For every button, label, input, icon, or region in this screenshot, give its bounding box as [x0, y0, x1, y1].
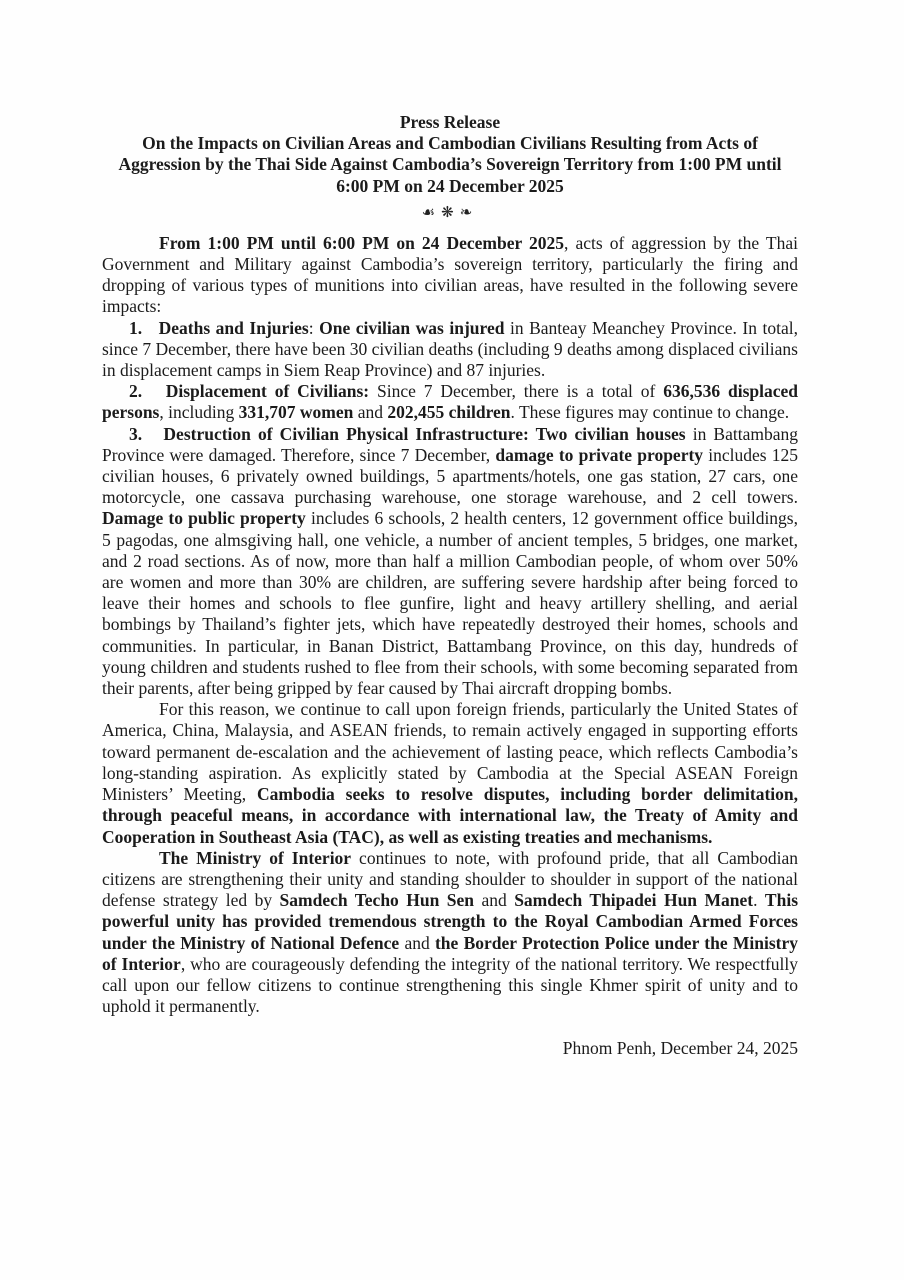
text-run: 202,455 children: [387, 402, 511, 423]
paragraph: [102, 848, 798, 1018]
text-run: 1. Deaths and Injuries: [129, 317, 309, 338]
paragraph: [102, 381, 798, 423]
text-run: The Ministry of Interior: [159, 847, 352, 868]
text-run: damage to private property: [495, 444, 704, 465]
text-run: Samdech Techo Hun Sen: [279, 890, 475, 911]
text-run: From 1:00 PM until 6:00 PM on 24 December 2025: [159, 232, 565, 253]
paragraph: [102, 318, 798, 382]
signature-line: Phnom Penh, December 24, 2025: [562, 1038, 798, 1059]
paragraph: [102, 699, 798, 847]
page-subtitle: On the Impacts on Civilian Areas and Cambodian Civilians Resulting from Acts of Aggression by the Thai Side Against Cambodia’s Sovereign Territory from 1:00 PM until 6:00 PM on 24 December 2025: [118, 133, 782, 196]
title-block: [102, 112, 798, 220]
text-run: Damage to public property: [102, 508, 306, 529]
text-run: One civilian was injured: [319, 317, 505, 338]
text-run: For this reason, we continue to call upon foreign friends, particularly the United States of America, China, Malaysia, and ASEAN friends, to remain actively engaged in supporting efforts toward permanent de-escalation and the achievement of lasting peace, which reflects Cambodia’s long-standing aspiration. As explicitly stated by Cambodia at the Special ASEAN Foreign Ministers’ Meeting,: [102, 699, 798, 805]
text-run: :: [308, 317, 320, 338]
text-run: This powerful unity has provided tremendous strength to the Royal Cambodian Armed Forces under the Ministry of National Defence: [102, 890, 798, 953]
text-run: , who are courageously defending the integrity of the national territory. We respectfully call upon our fellow citizens to continue strengthening this single Khmer spirit of unity and to uphold it permanently.: [102, 953, 798, 1017]
text-run: Samdech Thipadei Hun Manet: [514, 890, 754, 911]
text-run: 2. Displacement of Civilians:: [129, 381, 370, 402]
text-run: and: [474, 890, 515, 911]
text-run: 331,707 women: [238, 402, 354, 423]
text-run: and: [399, 932, 435, 953]
text-run: the Border Protection Police under the Ministry of Interior: [102, 932, 798, 974]
text-run: , including: [159, 402, 239, 423]
text-run: continues to note, with profound pride, that all Cambodian citizens are strengthening their unity and standing shoulder to shoulder in support of the national defense strategy led by: [102, 847, 798, 911]
text-run: and: [353, 402, 388, 423]
paragraph: [102, 233, 798, 318]
floral-ornament-icon: ☙❋❧: [421, 202, 479, 221]
text-run: Cambodia seeks to resolve disputes, including border delimitation, through peaceful means, in accordance with international law, the Treaty of Amity and Cooperation in Southeast Asia (TAC), as well as existing treaties and mechanisms.: [102, 784, 798, 847]
text-run: 3. Destruction of Civilian Physical Infrastructure: Two civilian houses: [129, 423, 686, 444]
text-run: includes 6 schools, 2 health centers, 12 government office buildings, 5 pagodas, one almsgiving hall, one vehicle, a number of ancient temples, 5 bridges, one market, and 2 road sections. As of now, more than half a million Cambodian people, of whom over 50% are women and more than 30% are children, are suffering severe hardship after being forced to leave their homes and schools to flee gunfire, light and heavy artillery shelling, and aerial bombings by Thailand’s fighter jets, which have repeatedly destroyed their homes, schools and communities. In particular, in Banan District, Battambang Province, on this day, hundreds of young children and students rushed to flee from their schools, with some becoming separated from their parents, after being gripped by fear caused by Thai aircraft dropping bombs.: [102, 508, 798, 699]
text-run: includes 125 civilian houses, 6 privately owned buildings, 5 apartments/hotels, one gas station, 27 cars, one motorcycle, one cassava purchasing warehouse, one storage warehouse, and 2 cell towers.: [102, 444, 798, 508]
document-body: [102, 233, 798, 1018]
text-run: .: [753, 890, 765, 911]
text-run: in Battambang Province were damaged. Therefore, since 7 December,: [102, 423, 798, 465]
text-run: . These figures may continue to change.: [510, 402, 790, 423]
text-run: , acts of aggression by the Thai Government and Military against Cambodia’s sovereign territory, particularly the firing and dropping of various types of munitions into civilian areas, have resulted in the following severe impacts:: [102, 232, 798, 317]
page-title: Press Release: [399, 112, 501, 132]
paragraph: [102, 424, 798, 700]
text-run: Since 7 December, there is a total of: [369, 381, 664, 402]
text-run: 636,536 displaced persons: [102, 381, 798, 423]
text-run: in Banteay Meanchey Province. In total, since 7 December, there have been 30 civilian deaths (including 9 deaths among displaced civilians in displacement camps in Siem Reap Province) and 87 injuries.: [102, 317, 798, 381]
